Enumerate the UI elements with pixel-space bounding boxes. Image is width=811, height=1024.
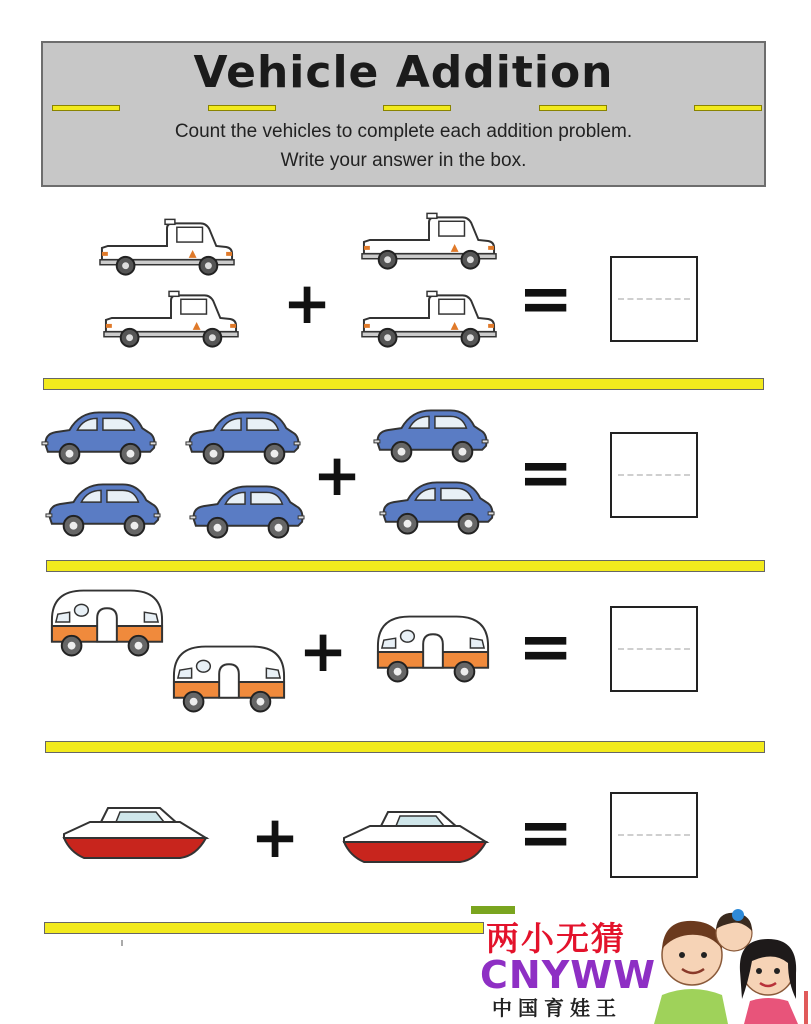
equals-sign: = <box>518 434 574 511</box>
plus-sign: + <box>282 269 332 337</box>
pickup-truck-icon <box>98 216 236 276</box>
instruction-line-2: Write your answer in the box. <box>280 150 527 171</box>
plus-sign: + <box>312 441 362 509</box>
answer-box[interactable] <box>610 792 698 878</box>
road-dash <box>52 105 120 111</box>
page-title: Vehicle Addition <box>193 47 614 98</box>
answer-box[interactable] <box>610 606 698 692</box>
equals-sign: = <box>518 608 574 685</box>
divider-tick <box>121 940 123 946</box>
answer-guide-line <box>618 648 690 650</box>
equals-sign: = <box>518 260 574 337</box>
road-divider <box>43 378 764 390</box>
instruction-line-1: Count the vehicles to complete each addition problem. <box>174 121 633 142</box>
plus-sign: + <box>250 803 300 871</box>
car-icon <box>188 480 306 544</box>
boat-icon <box>338 806 492 866</box>
road-dash <box>694 105 762 111</box>
camper-trailer-icon <box>48 584 166 664</box>
road-divider <box>45 741 765 753</box>
camper-trailer-icon <box>374 610 492 690</box>
road-divider <box>46 560 765 572</box>
kids-mascot-icon <box>648 903 808 1024</box>
logo-subtitle: 中国育娃王 <box>492 996 622 1020</box>
plus-sign: + <box>298 617 348 685</box>
worksheet-header <box>41 41 766 187</box>
answer-box[interactable] <box>610 256 698 342</box>
car-icon <box>378 476 496 540</box>
road-dash <box>539 105 607 111</box>
car-icon <box>44 478 162 542</box>
pickup-truck-icon <box>360 210 498 270</box>
road-divider <box>44 922 484 934</box>
pickup-truck-icon <box>102 288 240 348</box>
answer-guide-line <box>618 834 690 836</box>
pickup-truck-icon <box>360 288 498 348</box>
answer-box[interactable] <box>610 432 698 518</box>
camper-trailer-icon <box>170 640 288 720</box>
equals-sign: = <box>518 794 574 871</box>
car-icon <box>40 406 158 470</box>
answer-guide-line <box>618 298 690 300</box>
car-icon <box>372 404 490 468</box>
logo-chinese-text: 两小无猜 <box>486 919 626 958</box>
road-dash <box>383 105 451 111</box>
road-dash <box>208 105 276 111</box>
car-icon <box>184 406 302 470</box>
logo-english-text: CNYWW <box>480 953 657 997</box>
boat-icon <box>58 802 212 862</box>
answer-guide-line <box>618 474 690 476</box>
